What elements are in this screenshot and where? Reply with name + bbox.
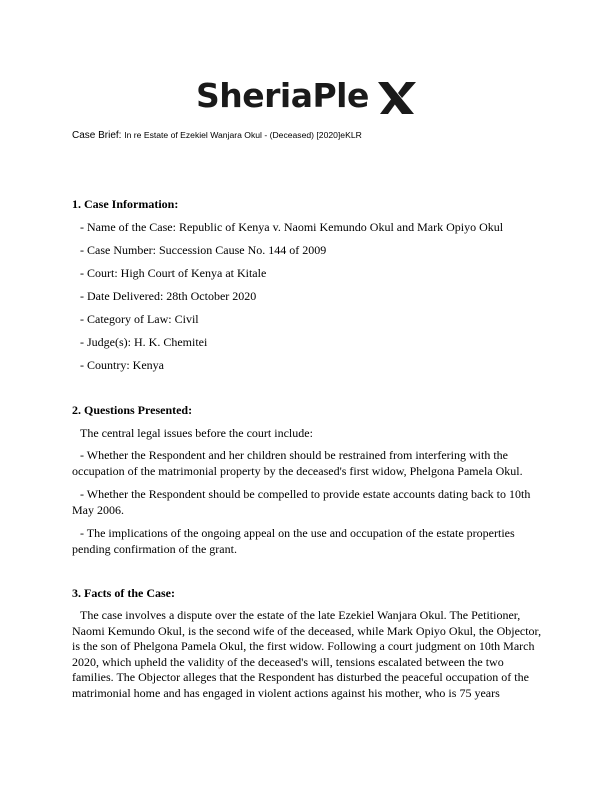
case-info-judges: - Judge(s): H. K. Chemitei	[80, 335, 208, 349]
case-info-number: - Case Number: Succession Cause No. 144 of 2009	[80, 243, 327, 257]
section-heading-questions-presented: 2. Questions Presented:	[72, 403, 193, 417]
question-paragraph: - Whether the Respondent and her children should be restrained from interfering with the occupation of the matrimonial property by the deceased's first widow, Phelgona Pamela Okul.	[72, 448, 523, 478]
logo-x-mark-icon	[376, 78, 416, 116]
logo-wordmark: SheriaPle	[196, 76, 369, 115]
case-brief-line	[72, 130, 362, 141]
sheriaplex-logo	[196, 74, 418, 122]
case-info-country: - Country: Kenya	[80, 358, 164, 372]
facts-paragraph: The case involves a dispute over the estate of the late Ezekiel Wanjara Okul. The Petitioner, Naomi Kemundo Okul, is the second wife of the deceased, while Mark Opiyo Okul, the Objector, is the son of Phelgona Pamela Okul, the first widow. Following a court judgment on 10th March 2020, which upheld the validity of the deceased's will, tensions escalated between the two families. The Objector alleges that the Respondent has disturbed the peaceful occupation of the matrimonial home and has engaged in violent actions against his mother, who is 75 years	[72, 608, 542, 700]
case-info-category: - Category of Law: Civil	[80, 312, 199, 326]
section-heading-facts: 3. Facts of the Case:	[72, 586, 175, 600]
question-paragraph: - The implications of the ongoing appeal on the use and occupation of the estate properties pending confirmation of the grant.	[72, 526, 515, 556]
case-brief-title: In re Estate of Ezekiel Wanjara Okul - (Deceased) [2020]eKLR	[124, 130, 362, 140]
case-brief-prefix: Case Brief:	[72, 130, 125, 141]
case-info-court: - Court: High Court of Kenya at Kitale	[80, 266, 267, 280]
question-paragraph: - Whether the Respondent should be compelled to provide estate accounts dating back to 10th May 2006.	[72, 487, 531, 517]
questions-intro: The central legal issues before the court include:	[80, 426, 313, 440]
case-info-name: - Name of the Case: Republic of Kenya v. Naomi Kemundo Okul and Mark Opiyo Okul	[80, 220, 504, 234]
section-heading-case-information: 1. Case Information:	[72, 197, 179, 211]
case-info-date: - Date Delivered: 28th October 2020	[80, 289, 257, 303]
